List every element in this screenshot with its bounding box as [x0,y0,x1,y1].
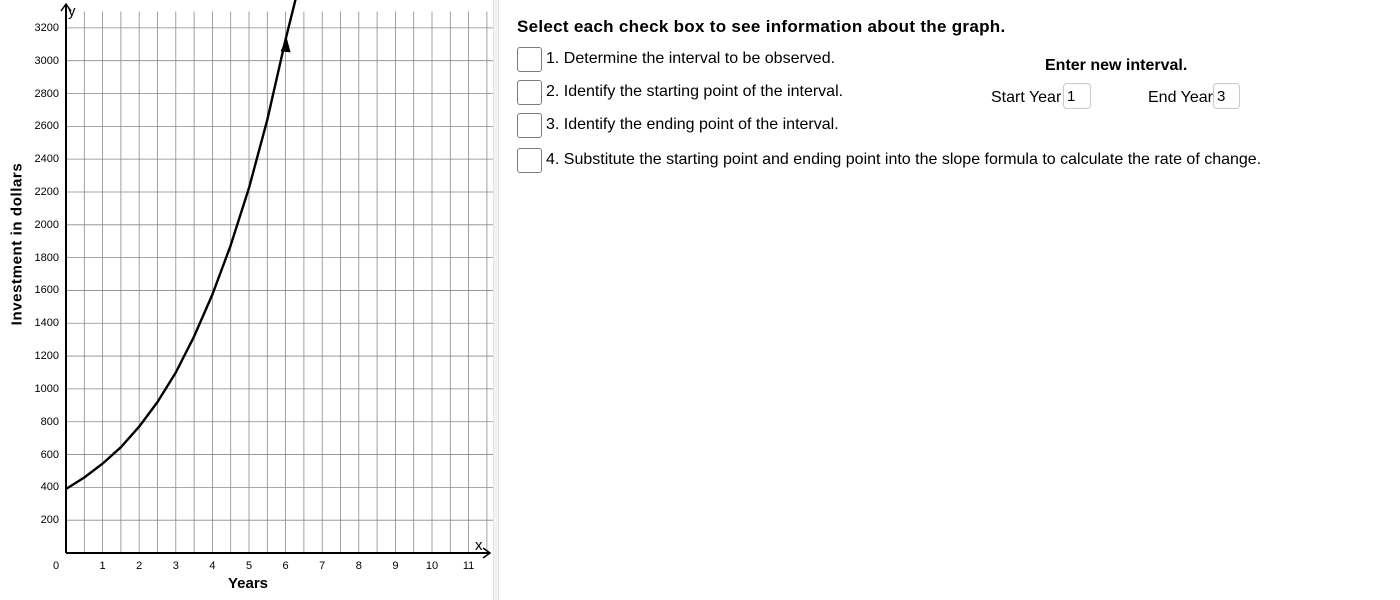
step-2-checkbox[interactable] [517,80,542,105]
y-tick-label: 600 [40,448,59,461]
step-2 [517,78,843,106]
x-tick-label: 11 [462,560,475,572]
y-axis-letter: y [68,3,76,20]
y-tick-label: 2200 [34,185,59,198]
y-tick-label: 3200 [34,21,59,34]
graph-panel [0,0,493,600]
step-1-checkbox[interactable] [517,47,542,72]
x-tick-label: 4 [209,560,216,572]
y-tick-label: 2800 [34,87,59,100]
task-panel [500,0,1400,600]
x-tick-label: 1 [99,560,106,572]
investment-curve [66,0,297,489]
investment-graph [0,0,493,600]
end-year-label: End Year [1148,89,1213,106]
x-axis-label: Years [227,575,269,592]
y-tick-label: 1000 [34,382,59,395]
step-1-label: 1. Determine the interval to be observed. [546,50,836,67]
end-year-input[interactable] [1213,83,1240,109]
x-tick-label: 5 [245,560,253,572]
step-2-label: 2. Identify the starting point of the interval. [546,83,844,100]
instruction-text: Select each check box to see information about the graph. [517,17,1006,36]
step-4-checkbox[interactable] [517,148,542,173]
curve [66,0,297,489]
y-tick-label: 1800 [34,251,59,264]
step-3 [517,111,839,139]
x-tick-label: 9 [392,560,399,572]
x-tick-label: 6 [282,560,289,572]
x-tick-label: 10 [425,560,439,572]
y-tick-label: 2000 [34,218,59,231]
interval-title: Enter new interval. [1045,57,1188,74]
y-tick-label: 800 [40,415,59,428]
y-tick-label: 1200 [34,350,59,363]
step-4-label: 4. Substitute the starting point and ending point into the slope formula to calculate the rate of change. [546,151,1262,168]
start-year-label: Start Year [991,89,1062,106]
step-3-checkbox[interactable] [517,113,542,138]
x-tick-label: 0 [52,560,60,572]
step-1 [517,45,835,73]
y-tick-label: 1600 [34,284,59,297]
y-tick-label: 1400 [34,317,59,330]
y-tick-label: 2600 [34,120,59,133]
start-year-input[interactable] [1063,83,1091,109]
x-tick-label: 7 [319,560,326,572]
grid [66,11,493,553]
y-tick-label: 3000 [34,54,59,67]
x-axis-letter: x [475,537,483,554]
x-tick-label: 2 [136,560,143,572]
y-axis-label: Investment in dollars [8,162,26,326]
step-3-label: 3. Identify the ending point of the interval. [546,116,839,133]
y-tick-label: 400 [40,481,59,494]
step-4 [517,146,1261,174]
x-tick-label: 8 [355,560,362,572]
x-tick-label: 3 [172,560,179,572]
y-tick-label: 2400 [34,153,59,166]
y-tick-label: 200 [40,514,59,527]
panel-divider[interactable] [493,0,499,600]
